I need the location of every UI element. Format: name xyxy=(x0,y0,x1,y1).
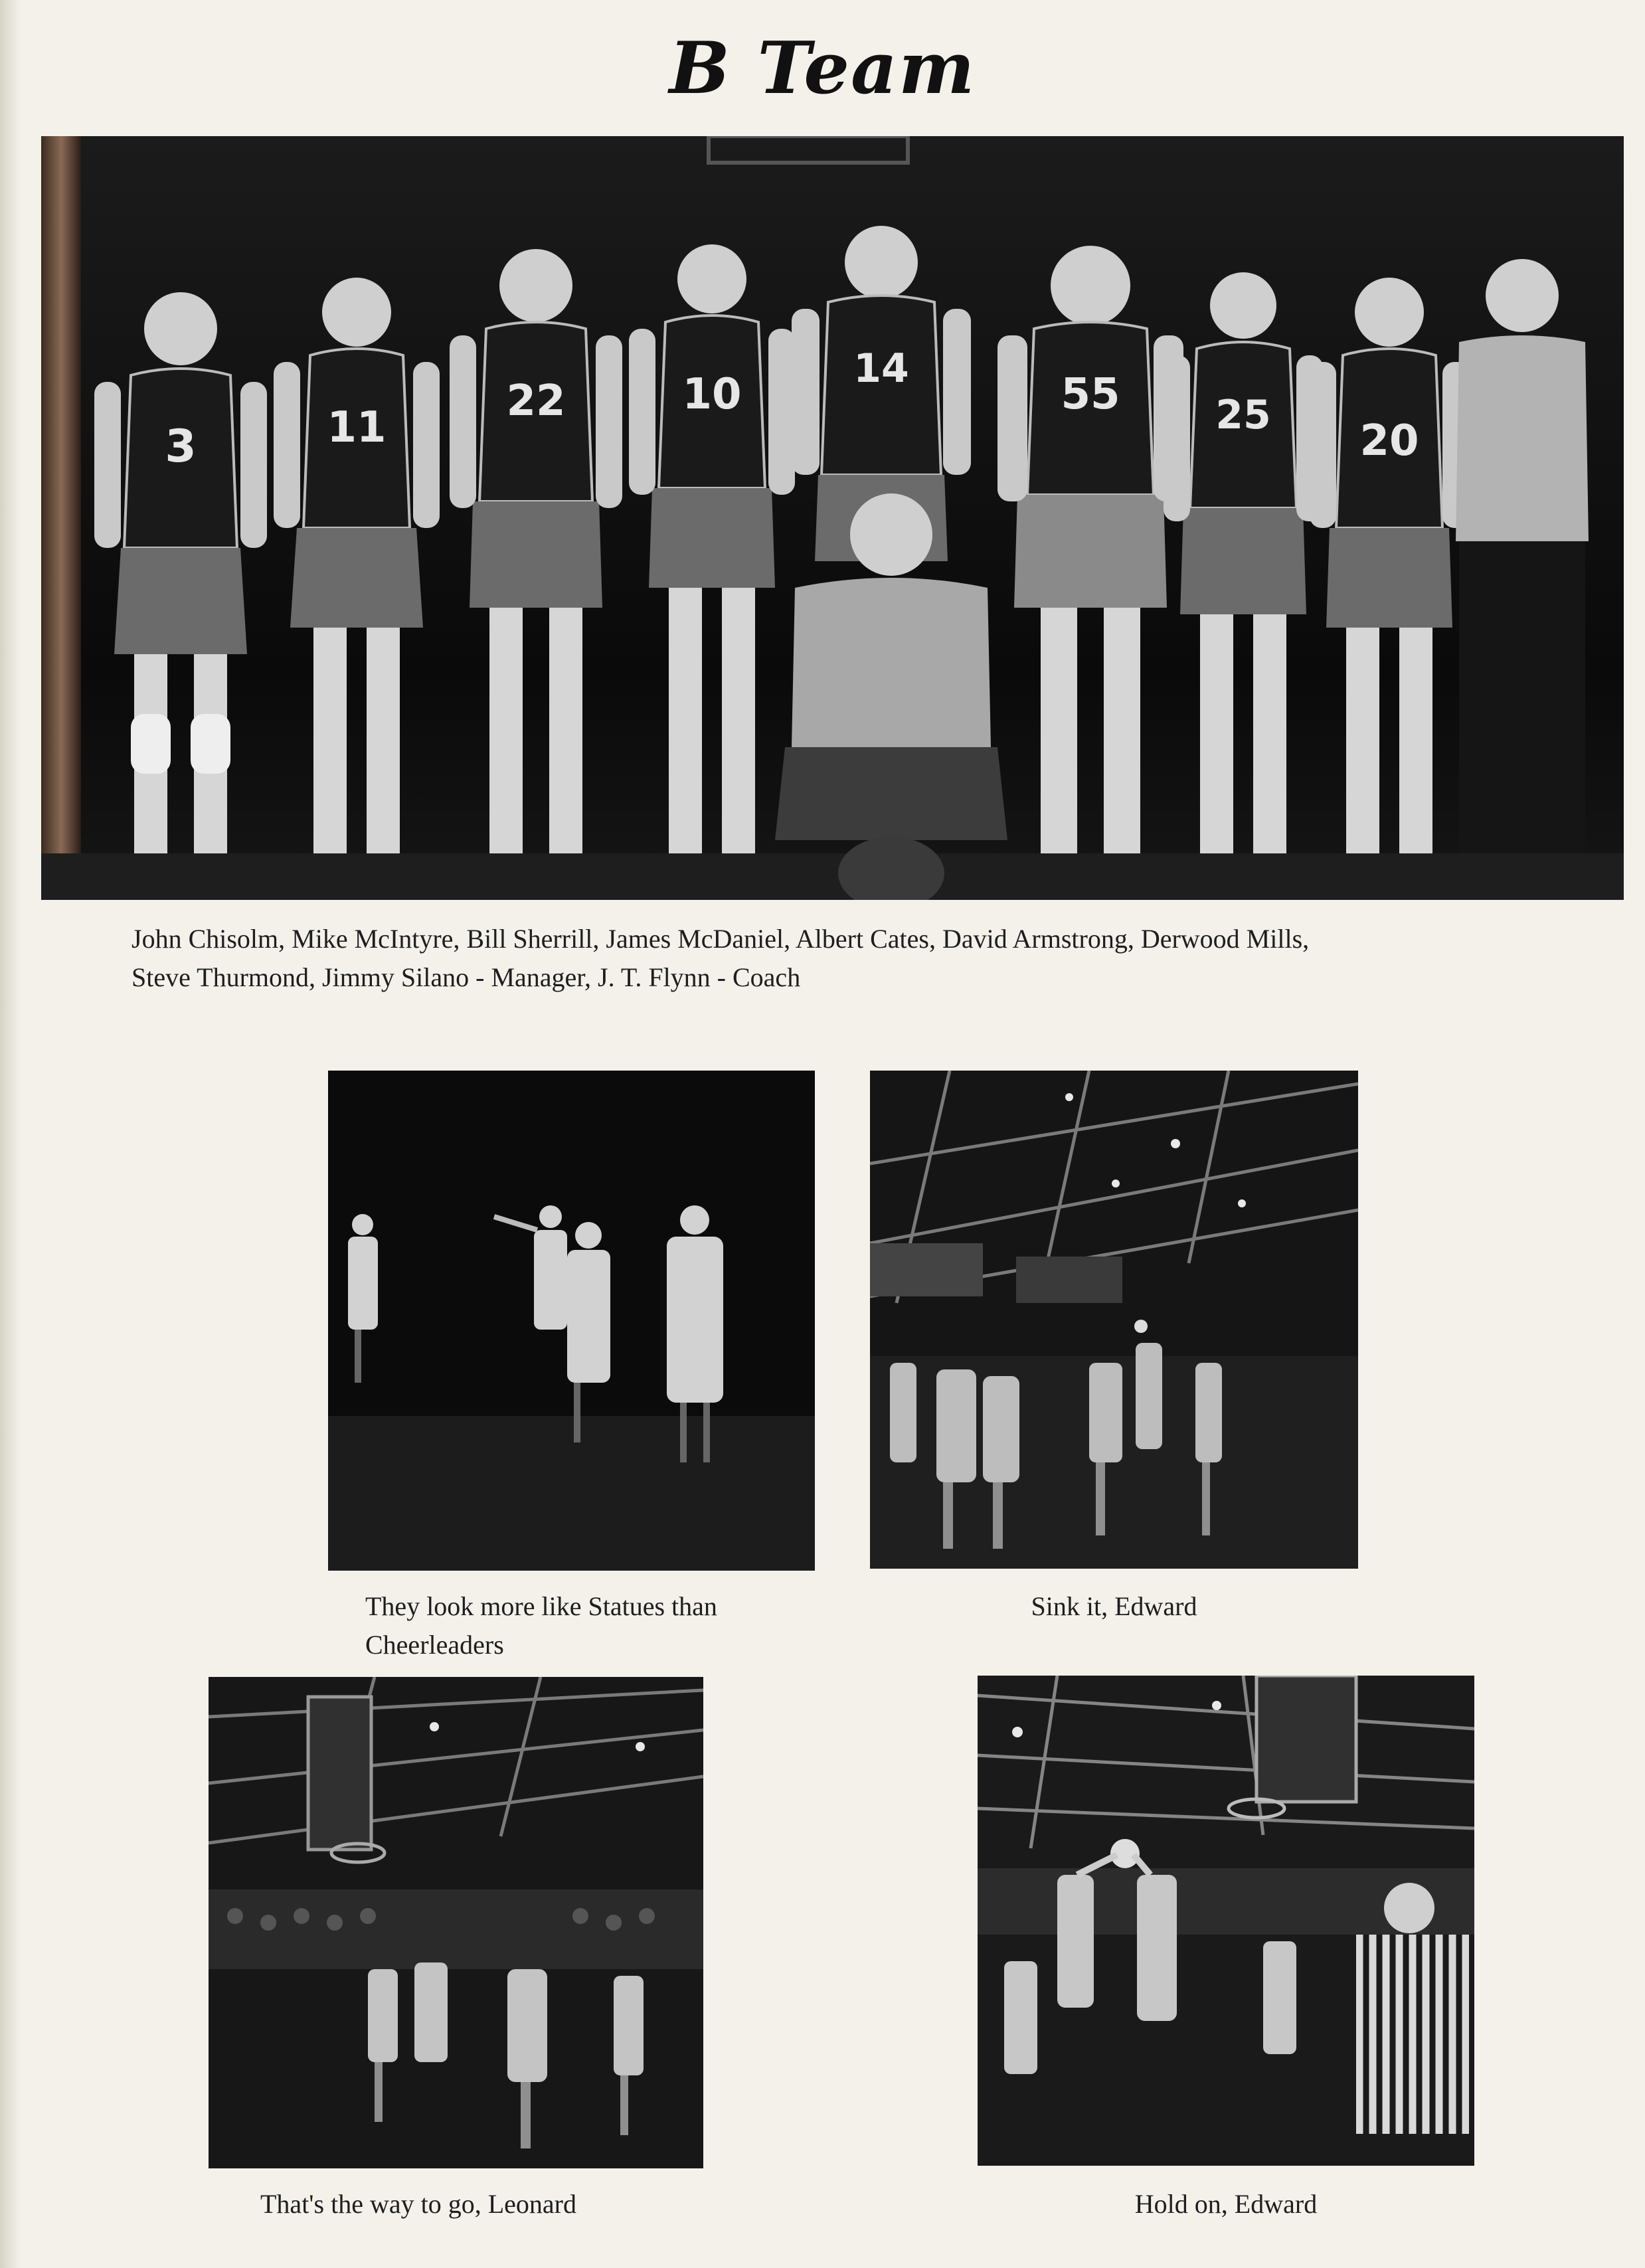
hold-on-caption xyxy=(978,2185,1474,2224)
sink-it-caption xyxy=(870,1587,1358,1626)
leonard-game-photo xyxy=(209,1677,703,2168)
team-photo xyxy=(41,136,1624,900)
team-photo-caption xyxy=(131,920,1593,997)
jersey-number: 22 xyxy=(506,377,566,426)
jersey-number: 10 xyxy=(682,370,742,419)
jersey-number: 20 xyxy=(1359,416,1419,466)
rebound-photo xyxy=(978,1676,1474,2166)
jersey-number: 55 xyxy=(1061,370,1120,419)
caption-line: Hold on, Edward xyxy=(1134,2189,1318,2219)
caption-line: Steve Thurmond, Jimmy Silano - Manager, J. T. Flynn - Coach xyxy=(131,962,801,992)
page-binding-edge xyxy=(0,0,20,2268)
jersey-number: 3 xyxy=(165,420,197,473)
caption-line: That's the way to go, Leonard xyxy=(260,2189,576,2219)
page-title: B Team xyxy=(669,27,976,110)
caption-line: They look more like Statues than xyxy=(365,1591,717,1621)
caption-line: Cheerleaders xyxy=(365,1630,504,1660)
jersey-number: 25 xyxy=(1215,392,1271,438)
caption-line: Sink it, Edward xyxy=(1031,1591,1197,1621)
jersey-number: 14 xyxy=(853,345,909,392)
cheerleaders-caption xyxy=(365,1587,830,1664)
leonard-caption xyxy=(260,2185,725,2224)
caption-line: John Chisolm, Mike McIntyre, Bill Sherrill, James McDaniel, Albert Cates, David Armstrong, Derwood Mills, xyxy=(131,924,1310,954)
free-throw-photo xyxy=(870,1071,1358,1569)
jersey-number: 11 xyxy=(327,403,387,452)
cheerleaders-photo xyxy=(328,1071,815,1571)
